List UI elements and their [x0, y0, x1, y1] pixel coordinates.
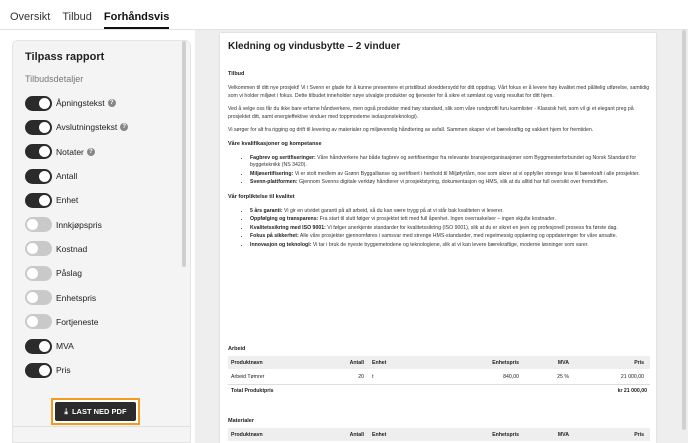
list-item — [250, 208, 650, 216]
document-preview — [220, 33, 656, 443]
list-item-text: Gjennom Svenns digitale verktøy håndterer vi prosjektstyring, dokumentasjon og HMS, slik at du alltid har full oversikt over fremdriften. — [297, 179, 609, 186]
list-item-title: Innovasjon og teknologi: — [250, 241, 312, 248]
list-item-title: Kvalitetssikring med ISO 9001: — [250, 224, 326, 231]
toggle-label: Enhet — [56, 195, 79, 206]
list-item-title: 5 års garanti: — [250, 207, 283, 214]
col-header: MVA — [557, 431, 569, 438]
toggle-knob — [39, 365, 50, 376]
toggle-label: Antall — [56, 171, 78, 182]
toggle-label: MVA — [56, 341, 74, 352]
cell: 21 000,00 — [620, 373, 644, 380]
toggle-knob — [39, 122, 50, 133]
toggle-switch[interactable] — [25, 169, 52, 184]
cell: 20 — [358, 373, 364, 380]
list-item-text: Vi følger anerkjente standarder for kvalitetssikring (ISO 9001), slik at du er sikret en jevn og profesjonell prosess fra første dag. — [325, 224, 618, 231]
customize-report-panel — [12, 40, 191, 443]
document-body — [228, 71, 650, 256]
toggle-knob — [39, 171, 50, 182]
total-label: Total Produktpris — [231, 388, 274, 394]
download-icon: ⤓ — [64, 406, 68, 416]
list-item-text: Vi er stolt medlem av Grønn Byggallianse og sertifisert i henhold til Miljøfyrtårn, noe som sikrer at vi oppfyller strenge krav til bærekraft i alle prosjekter. — [293, 170, 640, 177]
list-item-title: Svenn-plattformen: — [250, 179, 298, 186]
panel-scrollbar[interactable] — [182, 41, 186, 267]
list-item-text: Vi tar i bruk de nyeste byggemetodene og teknologiene, slik at vi kan levere bærekraftige, moderne løsninger som varer. — [311, 241, 589, 248]
table-row — [228, 369, 650, 384]
toggle-switch[interactable] — [25, 363, 52, 378]
col-header: Pris — [634, 431, 644, 438]
panel-footer — [13, 426, 191, 443]
tab-bar — [0, 0, 688, 30]
table-caption: Materialer — [228, 418, 254, 424]
toggle-label: Pris — [56, 365, 71, 376]
toggle-row — [25, 358, 185, 382]
list-item-title: Miljøsertifisering: — [250, 170, 294, 177]
col-header: Produktnavn — [231, 431, 263, 438]
help-icon[interactable]: ? — [120, 123, 128, 131]
list-item — [250, 233, 650, 241]
toggle-switch[interactable] — [25, 120, 52, 135]
toggle-switch[interactable] — [25, 193, 52, 208]
toggle-label: Fortjeneste — [56, 316, 99, 327]
toggle-knob — [39, 195, 50, 206]
list-item — [250, 179, 650, 187]
toggle-label: Kostnad — [56, 243, 88, 254]
section-heading-qualifications: Våre kvalifikasjoner og kompetanse — [228, 140, 322, 147]
toggle-row — [25, 188, 185, 212]
section-heading-tilbud: Tilbud — [228, 71, 245, 77]
toggle-switch[interactable] — [25, 144, 52, 159]
toggle-switch[interactable] — [25, 314, 52, 329]
toggle-row — [25, 237, 185, 261]
toggle-row — [25, 285, 185, 309]
toggle-knob — [39, 98, 50, 109]
list-item-text: Fra start til slutt følger vi prosjektet tett med full åpenhet. Ingen overraskelser – ingen skjulte kostnader. — [318, 216, 556, 223]
paragraph-delivery: Vi sørger for alt fra rigging og drift til levering av materialer og miljøvennlig håndtering av avfall. Sammen skaper vi et bærekraftig og vakkert hjem for fremtiden. — [228, 127, 594, 134]
col-header: Enhet — [372, 431, 387, 438]
list-item — [250, 216, 650, 224]
cell: 25 % — [557, 373, 569, 380]
toggle-label: Notater — [56, 146, 84, 157]
toggle-row — [25, 310, 185, 334]
download-pdf-button[interactable] — [55, 402, 136, 421]
section-heading-commitment: Vår forpliktelse til kvalitet — [228, 193, 295, 200]
col-header: Pris — [634, 359, 644, 366]
col-header: Produktnavn — [231, 359, 263, 366]
list-item-text: Alle våre prosjekter gjennomføres i samsvar med strenge HMS-standarder, med regelmessig opplæring og oppdateringer for våre ansatte. — [298, 233, 618, 240]
cell: 840,00 — [503, 373, 519, 380]
toggle-switch[interactable] — [25, 266, 52, 281]
toggle-switch[interactable] — [25, 339, 52, 354]
toggle-switch[interactable] — [25, 217, 52, 232]
toggle-knob — [39, 341, 50, 352]
toggle-label: Åpningstekst — [56, 98, 105, 109]
toggle-knob — [27, 268, 38, 279]
toggle-knob — [39, 146, 50, 157]
list-item-title: Fokus på sikkerhet: — [250, 233, 299, 240]
toggle-knob — [27, 292, 38, 303]
toggle-label: Påslag — [56, 268, 82, 279]
toggle-knob — [27, 316, 38, 327]
toggle-label: Innkjøpspris — [56, 219, 102, 230]
toggle-switch[interactable] — [25, 241, 52, 256]
toggle-row — [25, 212, 185, 236]
col-header: Antall — [349, 359, 364, 366]
table-caption: Arbeid — [228, 346, 246, 352]
qualifications-list — [250, 155, 650, 187]
document-title: Kledning og vindusbytte – 2 vinduer — [228, 41, 401, 52]
toggle-row — [25, 91, 185, 115]
toggle-label: Enhetspris — [56, 292, 97, 303]
toggle-switch[interactable] — [25, 290, 52, 305]
list-item — [250, 155, 650, 170]
toggle-label: Avslutningstekst — [56, 122, 118, 133]
panel-title: Tilpass rapport — [25, 51, 105, 63]
download-pdf-label: LAST NED PDF — [71, 407, 127, 416]
cell: Arbeid Tømrer — [231, 373, 265, 380]
total-value: kr 21 000,00 — [617, 388, 647, 394]
toggle-row — [25, 164, 185, 188]
tab-oversikt[interactable]: Oversikt — [10, 11, 51, 23]
toggle-knob — [27, 243, 38, 254]
panel-section-label: Tilbudsdetaljer — [25, 74, 84, 84]
paragraph-intro: Velkommen til ditt nye prosjekt! Vi i Svenn er glade for å kunne presentere et pristilbud skreddersydd for ditt oppdrag. Vårt fokus er å levere høy kvalitet med pålitelig utførelse, samtidig som vi holder miljøet i fokus. Dette tilbudet inneholder nøye utvalgte produkter og tjenester for å sikre et sømløst og varig resultat for ditt hjem. — [228, 84, 650, 99]
toggle-row — [25, 115, 185, 139]
toggle-row — [25, 140, 185, 164]
toggle-knob — [27, 219, 38, 230]
col-header: Enhetspris — [492, 431, 519, 438]
list-item-text: Vi gir en utvidet garanti på alt arbeid, så du kan være trygg på at vi står bak kvaliteten vi leverer. — [282, 207, 504, 214]
toggle-list — [25, 91, 185, 383]
table-total-row — [228, 384, 650, 397]
cell: t — [372, 373, 374, 380]
list-item — [250, 242, 650, 250]
arbeid-table — [228, 346, 650, 397]
tab-forhandsvis[interactable]: Forhåndsvis — [104, 11, 169, 29]
table-header — [228, 428, 650, 441]
toggle-row — [25, 334, 185, 358]
commitment-list — [250, 208, 650, 250]
list-item — [250, 171, 650, 179]
toggle-switch[interactable] — [25, 96, 52, 111]
help-icon[interactable]: ? — [108, 99, 116, 107]
tab-tilbud[interactable]: Tilbud — [62, 11, 92, 23]
col-header: Enhet — [372, 359, 387, 366]
col-header: Enhetspris — [492, 359, 519, 366]
paragraph-products: Ved å velge oss får du ikke bare erfarne håndverkere, men også produkter med høy standard, slik som våre rundprofil furu karmlister - Klassisk hvit, som vil gi et elegant preg på prosjektet ditt, samt energieffektive vinduer med toppmoderne isolasjonsteknologi). — [228, 106, 634, 120]
help-icon[interactable]: ? — [87, 148, 95, 156]
col-header: MVA — [557, 359, 569, 366]
toggle-row — [25, 261, 185, 285]
list-item-text: Våre håndverkere har både fagbrev og sertifiseringer fra relevante bransjeorganisasjoner som Byggmesterforbundet og Norsk Standard for byggeteknikk (NS 3420). — [250, 154, 637, 169]
table-header — [228, 356, 650, 369]
download-highlight — [51, 398, 140, 425]
col-header: Antall — [349, 431, 364, 438]
materialer-table — [228, 418, 650, 441]
list-item-title: Fagbrev og sertifiseringer: — [250, 154, 316, 161]
list-item-title: Oppfølging og transparens: — [250, 216, 319, 223]
preview-scrollbar[interactable] — [682, 30, 686, 430]
list-item — [250, 225, 650, 233]
